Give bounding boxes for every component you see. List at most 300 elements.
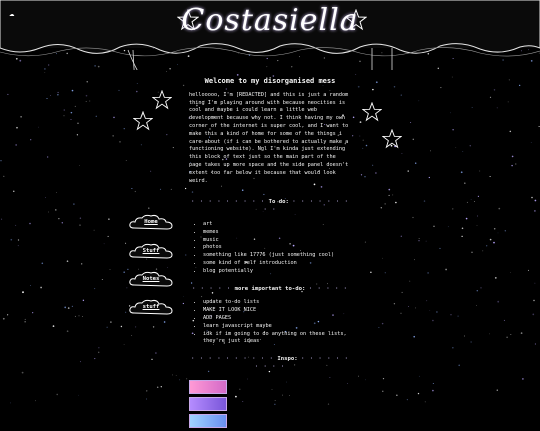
nav-stuff2-label: stuff <box>142 304 160 310</box>
star-dot <box>490 97 491 98</box>
star-dot <box>474 201 475 202</box>
star-dot <box>16 144 17 145</box>
star-dot <box>471 341 472 342</box>
list-item: • music <box>203 237 351 245</box>
list-item: • idk if im going to do anything on these lists, they're just ideas <box>203 331 351 347</box>
star-dot <box>35 400 36 401</box>
star-dot <box>365 379 366 380</box>
star-dot <box>186 379 187 380</box>
star-dot <box>467 202 468 203</box>
star-dot <box>455 147 456 148</box>
star-dot <box>108 218 110 220</box>
nav-stuff-label: Stuff <box>142 248 160 254</box>
star-dot <box>494 228 496 230</box>
star-dot <box>64 109 66 111</box>
star-dot <box>57 94 58 95</box>
star-dot <box>13 191 14 192</box>
star-dot <box>183 303 184 304</box>
star-dot <box>125 312 126 313</box>
star-dot <box>477 216 478 217</box>
star-dot <box>96 116 97 117</box>
star-dot <box>401 313 402 314</box>
star-dot <box>359 136 360 137</box>
star-dot <box>48 212 49 213</box>
star-dot <box>396 395 397 396</box>
star-dot <box>20 116 22 118</box>
star-dot <box>125 243 126 244</box>
star-dot <box>466 218 468 220</box>
star-dot <box>153 326 154 327</box>
star-dot <box>462 151 463 152</box>
star-dot <box>413 336 415 338</box>
star-dot <box>490 176 491 177</box>
star-dot <box>433 383 434 384</box>
star-dot <box>452 208 453 209</box>
star-dot <box>121 326 122 327</box>
star-dot <box>372 89 373 90</box>
star-dot <box>94 288 95 289</box>
hanging-star-icon <box>362 102 382 122</box>
star-dot <box>155 352 157 354</box>
star-dot <box>366 145 368 147</box>
hanging-star-icon <box>382 129 402 149</box>
star-dot <box>462 228 464 230</box>
star-dot <box>480 287 481 288</box>
star-dot <box>62 222 63 223</box>
important-todo-list <box>189 299 351 346</box>
cloud-icon: ☁ <box>9 9 15 19</box>
star-dot <box>157 386 159 388</box>
star-dot <box>141 144 142 145</box>
star-dot <box>104 243 105 244</box>
site-title: Costasiella <box>181 3 359 38</box>
star-dot <box>494 89 495 90</box>
star-dot <box>372 165 373 166</box>
star-dot <box>358 376 359 377</box>
star-dot <box>25 319 26 320</box>
star-dot <box>461 171 463 173</box>
star-dot <box>183 296 184 297</box>
star-dot <box>427 272 429 274</box>
star-dot <box>495 277 497 279</box>
star-dot <box>94 358 95 359</box>
star-dot <box>16 127 18 129</box>
star-dot <box>464 336 465 337</box>
star-dot <box>408 306 409 307</box>
star-dot <box>40 287 42 289</box>
star-dot <box>535 343 536 344</box>
star-dot <box>79 165 80 166</box>
star-dot <box>79 315 80 316</box>
star-dot <box>401 153 402 154</box>
star-dot <box>171 189 172 190</box>
star-dot <box>409 281 410 282</box>
star-dot <box>3 318 5 320</box>
star-dot <box>58 92 59 93</box>
star-dot <box>394 303 395 304</box>
intro-paragraph: hellooooo, I'm [REDACTED] and this is just a random thing I'm playing around with because neocities is cool and maybe i could learn a little web development because why not. I think having my own corner of the internet is super cool, and I want to make this a kind of home for some of the things i care about (if i can be bothered to actually make a functioning website). Ngl I'm kinda just extending this block of text just so the main part of the page takes up more space and the side panel doesn't extent too far below it because that would look weird. <box>189 91 349 184</box>
star-dot <box>430 151 431 152</box>
star-dot <box>497 107 498 108</box>
star-dot <box>471 252 472 253</box>
star-dot <box>55 209 57 211</box>
star-dot <box>53 325 55 327</box>
star-dot <box>392 194 393 195</box>
star-dot <box>452 77 453 78</box>
star-dot <box>385 272 386 273</box>
star-dot <box>402 292 403 293</box>
star-dot <box>94 230 95 231</box>
star-dot <box>512 156 514 158</box>
star-dot <box>394 86 396 88</box>
star-dot <box>413 139 414 140</box>
star-dot <box>56 394 57 395</box>
star-dot <box>426 241 427 242</box>
star-dot <box>22 372 24 374</box>
star-dot <box>521 332 523 334</box>
hanging-star-icon <box>152 90 172 110</box>
list-item: • photos <box>203 244 351 252</box>
star-dot <box>504 320 505 321</box>
star-dot <box>363 140 364 141</box>
star-dot <box>429 310 430 311</box>
star-dot <box>7 94 8 95</box>
star-dot <box>58 218 59 219</box>
star-dot <box>3 176 4 177</box>
inspo-badge[interactable] <box>189 380 227 394</box>
star-dot <box>67 260 69 262</box>
star-dot <box>424 200 425 201</box>
star-dot <box>80 218 81 219</box>
star-dot <box>30 139 31 140</box>
star-dot <box>458 365 460 367</box>
star-dot <box>167 267 168 268</box>
star-dot <box>137 83 138 84</box>
star-dot <box>73 203 74 204</box>
star-dot <box>161 386 162 387</box>
star-dot <box>375 172 377 174</box>
star-dot <box>166 71 167 72</box>
star-dot <box>535 200 537 202</box>
star-dot <box>146 399 147 400</box>
nav-notes-link[interactable] <box>128 269 174 289</box>
star-dot <box>131 335 132 336</box>
important-todo-title: · · · · · more important to-do: · · · · · <box>191 285 349 292</box>
star-dot <box>376 81 378 83</box>
todo-list <box>189 221 351 276</box>
star-dot <box>472 107 473 108</box>
star-dot <box>436 311 438 313</box>
star-dot <box>1 160 2 161</box>
star-dot <box>83 300 84 301</box>
star-dot <box>46 98 47 99</box>
nav-home-label: Home <box>144 219 158 225</box>
star-dot <box>151 359 152 360</box>
star-dot <box>183 85 184 86</box>
list-item: • blog potentially <box>203 268 351 276</box>
star-dot <box>477 290 478 291</box>
star-dot <box>7 314 8 315</box>
star-dot <box>440 248 441 249</box>
nav-stuff2-link[interactable] <box>128 297 174 317</box>
star-dot <box>419 376 420 377</box>
star-dot <box>382 323 383 324</box>
list-item: • some kind of self introduction <box>203 260 351 268</box>
star-dot <box>509 79 510 80</box>
star-dot <box>68 307 70 309</box>
star-dot <box>425 402 426 403</box>
star-dot <box>30 285 31 286</box>
star-dot <box>528 270 529 271</box>
star-dot <box>18 239 19 240</box>
star-dot <box>86 95 88 97</box>
star-dot <box>531 197 533 199</box>
star-dot <box>378 327 379 328</box>
star-dot <box>176 375 177 376</box>
star-dot <box>358 86 360 88</box>
star-dot <box>352 135 353 136</box>
star-dot <box>450 112 451 113</box>
star-dot <box>166 134 167 135</box>
star-dot <box>532 314 534 316</box>
star-dot <box>401 95 402 96</box>
inspo-badges <box>189 380 351 428</box>
star-dot <box>511 165 512 166</box>
todo-title: · · · · · · · · · To do: · · · · · · · · · <box>190 199 349 214</box>
star-dot <box>119 90 120 91</box>
star-dot <box>497 389 498 390</box>
star-dot <box>179 379 180 380</box>
star-dot <box>364 176 365 177</box>
star-dot <box>478 196 479 197</box>
star-dot <box>448 226 449 227</box>
star-dot <box>98 352 99 353</box>
star-dot <box>119 141 120 142</box>
star-dot <box>71 112 73 114</box>
star-dot <box>81 263 82 264</box>
star-dot <box>29 223 31 225</box>
star-dot <box>72 306 73 307</box>
star-dot <box>64 115 65 116</box>
star-dot <box>440 87 441 88</box>
welcome-heading: Welcome to my disorganised mess <box>204 77 336 85</box>
star-dot <box>419 238 420 239</box>
star-dot <box>445 269 447 271</box>
star-dot <box>381 207 382 208</box>
star-dot <box>383 378 384 379</box>
star-dot <box>64 307 66 309</box>
star-dot <box>510 272 511 273</box>
star-dot <box>87 81 88 82</box>
star-dot <box>77 134 78 135</box>
star-dot <box>135 191 136 192</box>
star-dot <box>382 258 383 259</box>
star-dot <box>113 135 114 136</box>
star-dot <box>80 361 81 362</box>
star-dot <box>45 197 46 198</box>
star-dot <box>89 101 90 102</box>
star-dot <box>123 271 125 273</box>
star-dot <box>415 307 416 308</box>
star-dot <box>1 219 2 220</box>
star-dot <box>370 272 371 273</box>
star-dot <box>126 160 127 161</box>
star-dot <box>522 378 524 380</box>
list-item: • MAKE IT LOOK NICE <box>203 307 351 315</box>
star-dot <box>11 239 13 241</box>
star-dot <box>534 210 536 212</box>
list-item: • art <box>203 221 351 229</box>
star-dot <box>136 91 138 93</box>
star-dot <box>75 316 76 317</box>
star-dot <box>50 95 51 96</box>
star-dot <box>388 189 390 191</box>
list-item: • update to-do lists <box>203 299 351 307</box>
inspo-badge[interactable] <box>189 414 227 428</box>
nav-home-link[interactable] <box>128 212 174 232</box>
star-dot <box>407 399 408 400</box>
star-dot <box>110 269 111 270</box>
star-dot <box>515 163 516 164</box>
star-dot <box>426 300 427 301</box>
star-dot <box>539 126 540 127</box>
inspo-badge[interactable] <box>189 397 227 411</box>
star-dot <box>365 242 366 243</box>
star-dot <box>461 236 462 237</box>
star-dot <box>86 101 87 102</box>
star-dot <box>113 117 115 119</box>
list-item: • something like 17776 (just something cool) <box>203 252 351 260</box>
star-dot <box>131 188 132 189</box>
main-content <box>189 78 351 431</box>
star-dot <box>395 202 397 204</box>
star-dot <box>75 106 76 107</box>
star-dot <box>419 240 420 241</box>
star-dot <box>237 74 239 76</box>
star-dot <box>15 225 16 226</box>
star-dot <box>510 131 512 133</box>
star-dot <box>382 391 383 392</box>
star-dot <box>108 236 109 237</box>
star-dot <box>32 312 33 313</box>
star-dot <box>535 283 536 284</box>
star-dot <box>531 142 532 143</box>
star-dot <box>44 72 45 73</box>
star-dot <box>185 188 186 189</box>
star-dot <box>124 128 125 129</box>
star-dot <box>471 199 472 200</box>
star-dot <box>72 90 74 92</box>
star-dot <box>432 320 434 322</box>
star-dot <box>77 123 78 124</box>
list-item: • ADD PAGES <box>203 315 351 323</box>
star-dot <box>124 344 125 345</box>
star-dot <box>450 314 451 315</box>
star-dot <box>457 315 458 316</box>
star-dot <box>150 171 151 172</box>
star-dot <box>452 347 453 348</box>
star-dot <box>25 321 26 322</box>
star-dot <box>361 174 362 175</box>
star-dot <box>56 192 57 193</box>
star-dot <box>401 236 402 237</box>
star-dot <box>506 337 508 339</box>
star-dot <box>47 156 48 157</box>
star-dot <box>172 374 173 375</box>
star-dot <box>464 182 466 184</box>
star-dot <box>508 101 509 102</box>
star-dot <box>533 300 534 301</box>
nav-stuff-link[interactable] <box>128 241 174 261</box>
star-dot <box>160 189 161 190</box>
star-dot <box>353 117 355 119</box>
star-dot <box>493 242 495 244</box>
star-dot <box>498 233 499 234</box>
star-dot <box>476 305 477 306</box>
star-dot <box>490 239 492 241</box>
star-dot <box>519 85 520 86</box>
star-dot <box>482 251 483 252</box>
star-dot <box>415 162 416 163</box>
nav-notes-label: Notes <box>142 276 160 282</box>
star-dot <box>135 326 136 327</box>
star-dot <box>18 245 19 246</box>
star-dot <box>414 259 415 260</box>
star-dot <box>418 393 419 394</box>
star-dot <box>102 279 103 280</box>
star-dot <box>498 208 500 210</box>
star-dot <box>146 390 147 391</box>
star-dot <box>70 119 71 120</box>
star-dot <box>67 330 69 332</box>
star-dot <box>510 334 511 335</box>
star-dot <box>470 145 471 146</box>
star-dot <box>110 321 111 322</box>
star-dot <box>432 390 434 392</box>
star-dot <box>433 226 434 227</box>
star-dot <box>22 291 24 293</box>
star-dot <box>486 245 487 246</box>
star-dot <box>412 217 413 218</box>
star-dot <box>185 255 186 256</box>
list-item: • learn javascript maybe <box>203 323 351 331</box>
star-dot <box>107 327 108 328</box>
star-dot <box>385 203 386 204</box>
star-dot <box>78 395 79 396</box>
star-dot <box>408 170 409 171</box>
inspo-title: · · · · · · · · · · Inspo: · · · · · · · · · · <box>190 356 349 370</box>
star-dot <box>98 347 99 348</box>
star-dot <box>389 195 390 196</box>
star-dot <box>362 148 363 149</box>
star-dot <box>42 263 44 265</box>
star-dot <box>418 100 419 101</box>
star-dot <box>410 122 411 123</box>
star-dot <box>10 403 11 404</box>
star-dot <box>38 127 39 128</box>
star-dot <box>429 177 430 178</box>
star-dot <box>82 316 83 317</box>
star-dot <box>489 334 490 335</box>
hanging-star-icon <box>133 111 153 131</box>
star-dot <box>173 147 174 148</box>
star-dot <box>477 225 478 226</box>
star-dot <box>164 321 166 323</box>
star-dot <box>148 208 149 209</box>
star-dot <box>356 74 357 75</box>
star-dot <box>497 301 499 303</box>
star-dot <box>452 129 453 130</box>
